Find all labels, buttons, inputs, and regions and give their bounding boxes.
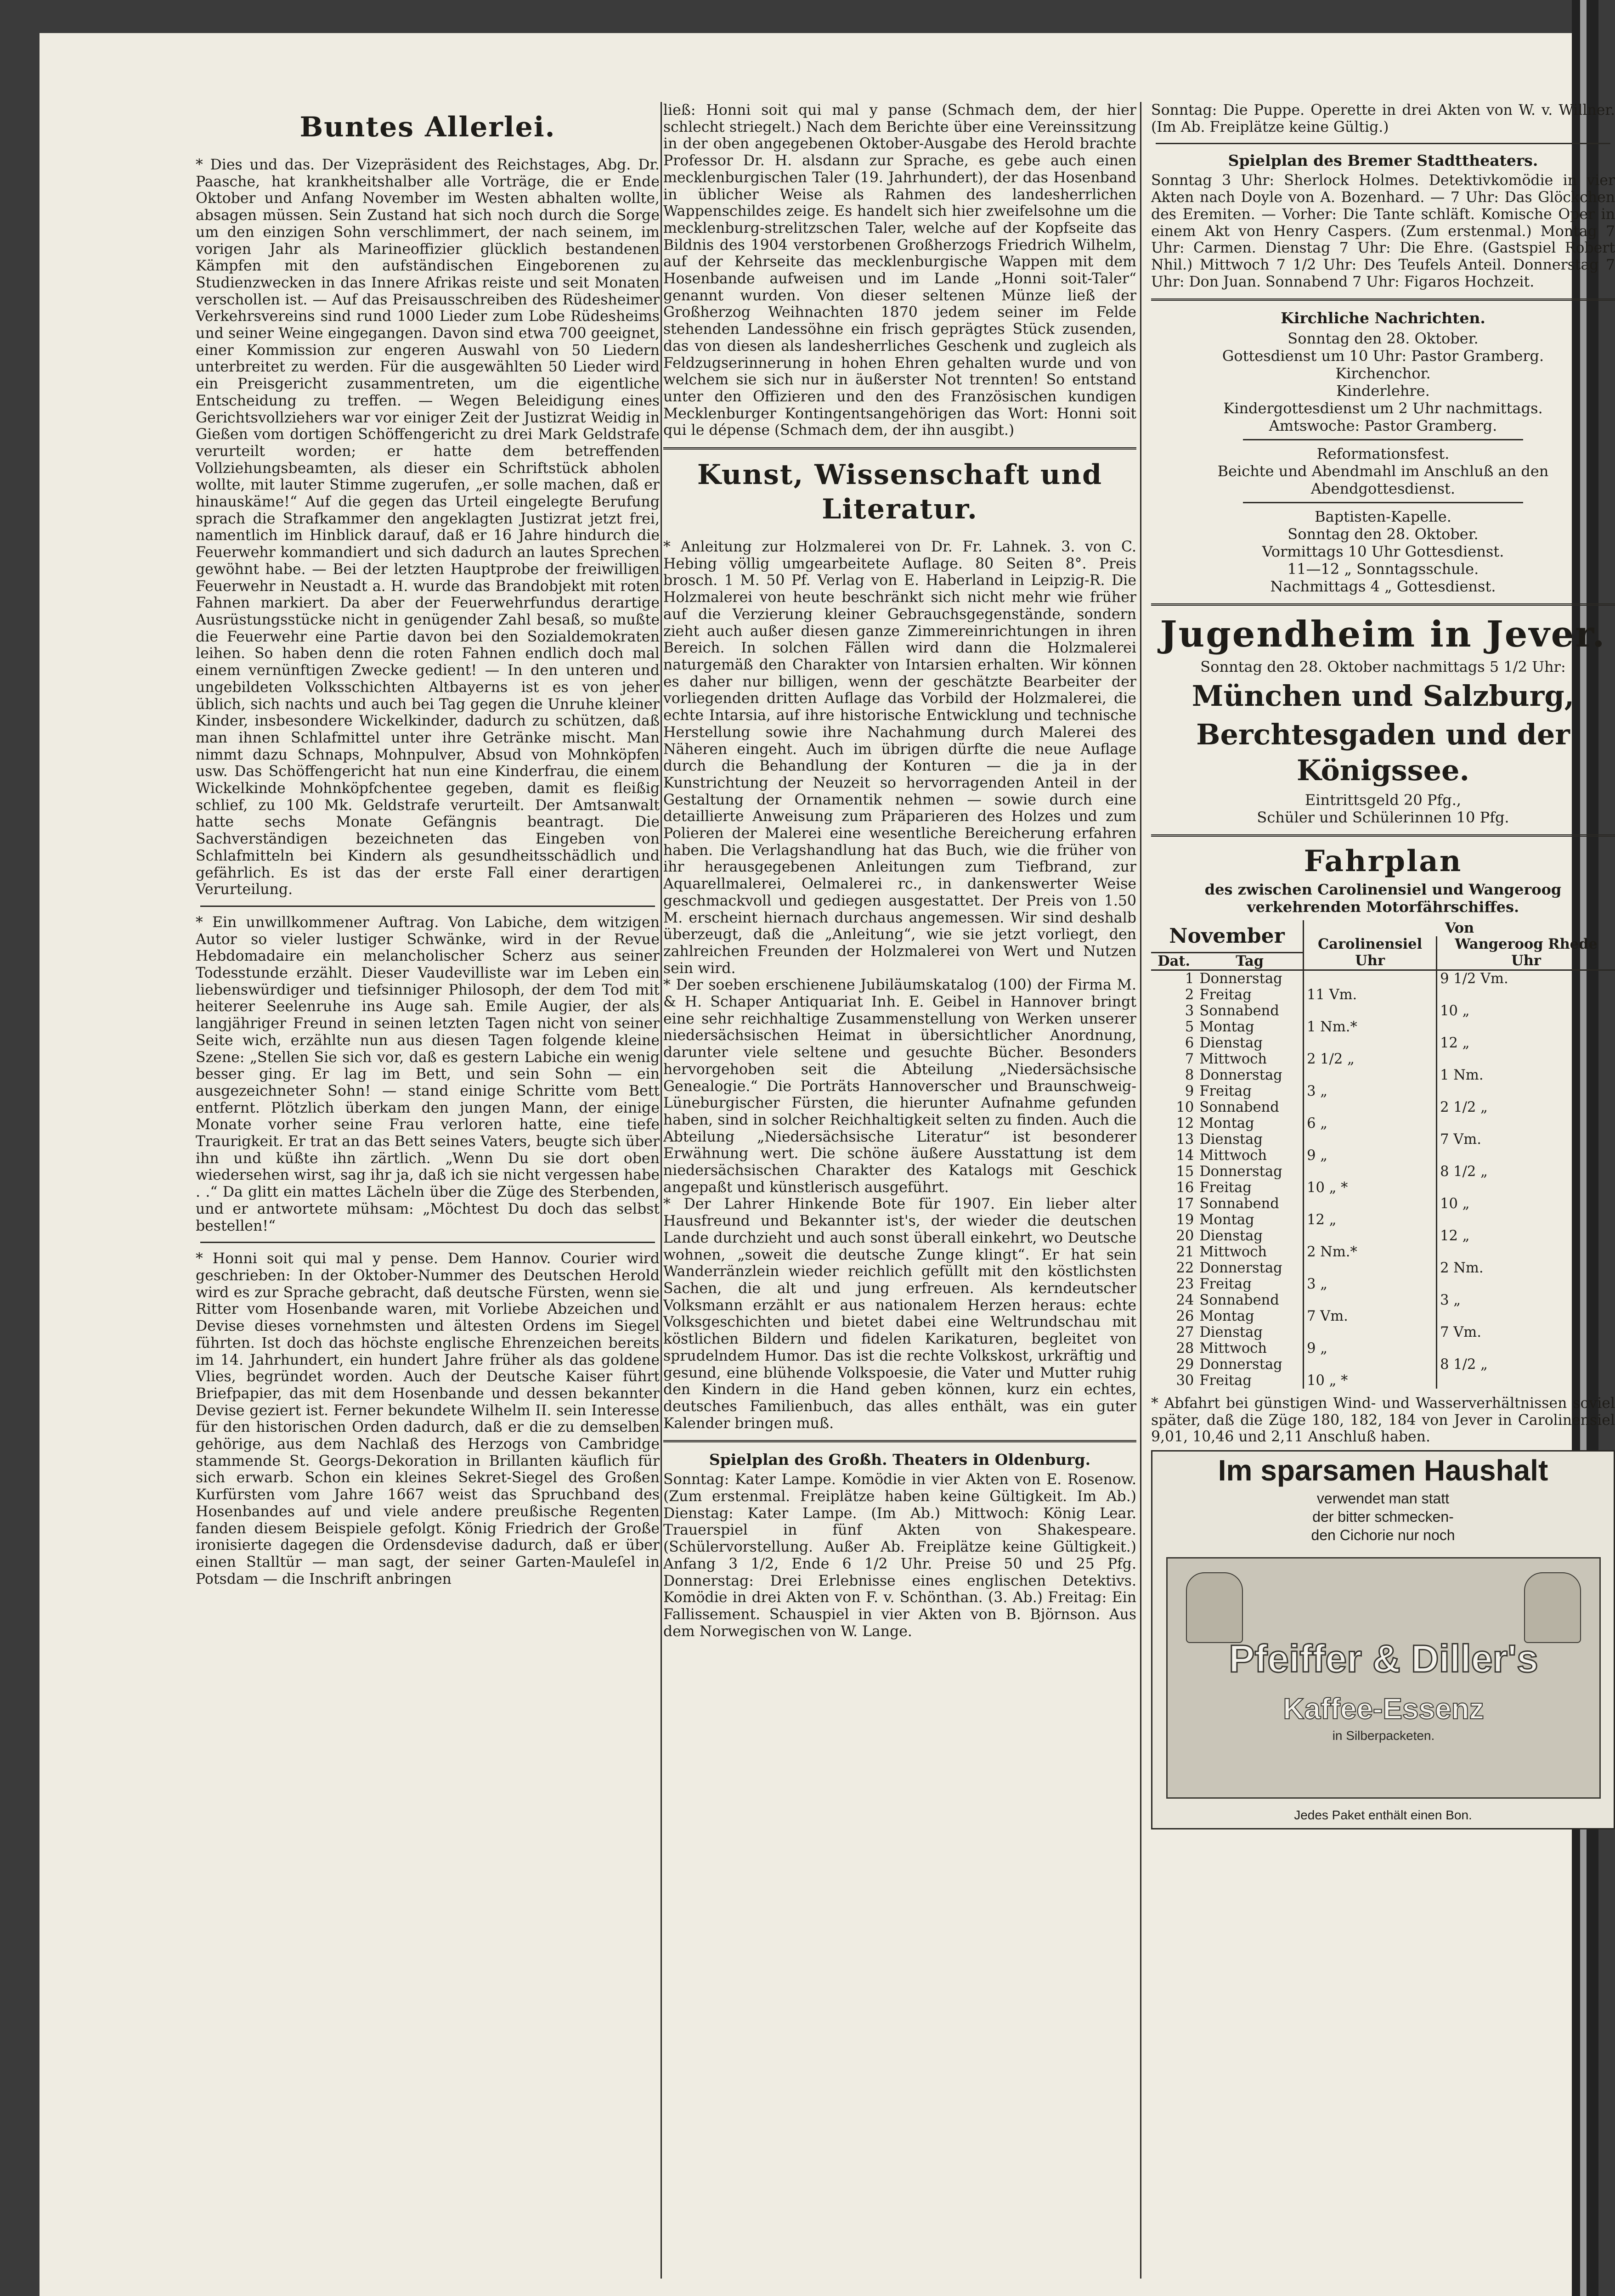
fahrplan-cell-tag: Donnerstag bbox=[1199, 1163, 1282, 1180]
article-hinkende-bote: * Der Lahrer Hinkende Bote für 1907. Ein lieber alter Hausfreund und Bekannter ist's, der wieder die deutschen Lande durchzieht und auch sonst überall einkehrt, wo Deutsche wohnen, „soweit die deutsche Zunge klingt“. Er hat sein Wanderränzlein wieder reichlich gefüllt mit den köstlichsten Sachen, die alt und jung erfreuen. Als kerndeutscher Volksmann erzählt er aus nationalem Herzen heraus: echte Volksgeschichten und bietet dabei eine Weltrundschau mit köstlichen Bildern und fidelen Karikaturen, begleitet von sprudelndem Humor. Das ist die rechte Volkskost, urkräftig und gesund, eine blühende Volkspoesie, die Vater und Mutter ruhig den Kindern in die Hand geben können, kurz ein echtes, deutsches Familienbuch, das alles enthält, was ein guter Kalender bringen muß. bbox=[663, 1196, 1136, 1432]
column-middle bbox=[663, 102, 1136, 2283]
fahrplan-cell-dat: 23 bbox=[1176, 1276, 1194, 1292]
fahrplan-cell-tag: Donnerstag bbox=[1199, 1260, 1282, 1276]
fahrplan-cell-dat: 8 bbox=[1185, 1067, 1194, 1083]
fahrplan-cell-wangeroog bbox=[1437, 1180, 1615, 1196]
fahrplan-cell-dat: 3 bbox=[1185, 1002, 1194, 1019]
newspaper-page bbox=[40, 33, 1615, 2296]
fahrplan-row bbox=[1151, 1276, 1615, 1292]
fahrplan-cell-carolinensiel bbox=[1304, 1324, 1437, 1340]
fahrplan-row bbox=[1151, 1051, 1615, 1067]
fahrplan-row bbox=[1151, 1196, 1615, 1212]
fahrplan-cell-tag: Mittwoch bbox=[1199, 1147, 1267, 1164]
jugendheim-fee-1: Eintrittsgeld 20 Pfg., bbox=[1304, 791, 1462, 809]
fahrplan-row bbox=[1151, 1083, 1615, 1099]
ad-line: der bitter schmecken- bbox=[1312, 1508, 1454, 1525]
separator bbox=[1156, 143, 1610, 144]
fahrplan-note: * Abfahrt bei günstigen Wind- und Wasserverhältnissen soviel später, daß die Züge 180, 182, 184 von Jever in Carolinensiel 9,01, 10,46 und 2,11 Anschluß haben. bbox=[1151, 1395, 1615, 1446]
fahrplan-cell-dat: 28 bbox=[1176, 1340, 1194, 1356]
fahrplan-cell-carolinensiel bbox=[1304, 1228, 1437, 1244]
fahrplan-row bbox=[1151, 1292, 1615, 1308]
fahrplan-row bbox=[1151, 1228, 1615, 1244]
fahrplan-month: November bbox=[1151, 920, 1304, 952]
fahrplan-cell-carolinensiel bbox=[1304, 1356, 1437, 1373]
fahrplan-cell-carolinensiel: 9 „ bbox=[1304, 1148, 1437, 1164]
fahrplan-cell-tag: Donnerstag bbox=[1199, 1356, 1282, 1373]
separator bbox=[1243, 439, 1523, 440]
separator bbox=[1151, 834, 1615, 837]
fahrplan-cell-dat: 27 bbox=[1176, 1324, 1194, 1340]
church-line: Kinderlehre. bbox=[1336, 382, 1430, 400]
fahrplan-header-von: Von bbox=[1304, 920, 1615, 936]
fahrplan-cell-dat: 7 bbox=[1185, 1051, 1194, 1067]
fahrplan-cell-dat: 21 bbox=[1176, 1244, 1194, 1260]
fahrplan-cell-dat: 10 bbox=[1176, 1099, 1194, 1115]
church-line: Kindergottesdienst um 2 Uhr nachmittags. bbox=[1223, 400, 1543, 417]
figure-icon bbox=[1186, 1572, 1243, 1643]
article-jubilaeumskatalog: * Der soeben erschienene Jubiläumskatalog (100) der Firma M. & H. Schaper Antiquariat Inh. E. Geibel in Hannover bringt eine sehr reichhaltige Zusammenstellung von Werken unserer niedersächsischen Heimat in übersichtlicher Anordnung, darunter viele seltene und gesuchte Bücher. Besonders hervorgehoben seit die Abteilung „Niedersächsische Genealogie.“ Die Porträts Hannoverscher und Braunschweig-Lüneburgischer Fürsten, die hierunter Aufnahme gefunden haben, sind in solcher Reichhaltigkeit selten zu finden. Auch die Abteilung „Niedersächsische Literatur“ ist besonderer Erwähnung wert. Die schöne äußere Ausstattung ist dem niedersächsischen Charakter des Katalogs mit Geschick angepaßt und künstlerisch ausgeführt. bbox=[663, 977, 1136, 1196]
heading-theater-oldenburg: Spielplan des Großh. Theaters in Oldenburg. bbox=[709, 1451, 1091, 1469]
fahrplan-row bbox=[1151, 1324, 1615, 1340]
ad-brand: Pfeiffer & Diller's bbox=[1229, 1637, 1538, 1680]
fahrplan-cell-dat: 13 bbox=[1176, 1131, 1194, 1148]
heading-buntes-allerlei: Buntes Allerlei. bbox=[299, 111, 556, 143]
fahrplan-cell-carolinensiel bbox=[1304, 1260, 1437, 1276]
fahrplan-cell-tag: Dienstag bbox=[1199, 1035, 1263, 1051]
fahrplan-cell-carolinensiel: 2 1/2 „ bbox=[1304, 1051, 1437, 1067]
coffee-package-illustration bbox=[1166, 1557, 1601, 1799]
fahrplan-cell-carolinensiel bbox=[1304, 1196, 1437, 1212]
fahrplan-cell-dat: 26 bbox=[1176, 1308, 1194, 1324]
fahrplan-cell-dat: 12 bbox=[1176, 1115, 1194, 1131]
fahrplan-cell-tag: Dienstag bbox=[1199, 1227, 1263, 1244]
separator bbox=[1151, 603, 1615, 606]
fahrplan-cell-wangeroog bbox=[1437, 1276, 1615, 1292]
fahrplan-cell-wangeroog: 12 „ bbox=[1437, 1035, 1615, 1051]
fahrplan-cell-carolinensiel bbox=[1304, 1035, 1437, 1051]
fahrplan-cell-wangeroog: 10 „ bbox=[1437, 1003, 1615, 1019]
fahrplan-cell-wangeroog bbox=[1437, 1373, 1615, 1389]
fahrplan-cell-wangeroog bbox=[1437, 1148, 1615, 1164]
baptist-line: Vormittags 10 Uhr Gottesdienst. bbox=[1262, 543, 1504, 561]
fahrplan-cell-dat: 29 bbox=[1176, 1356, 1194, 1373]
fahrplan-cell-carolinensiel: 11 Vm. bbox=[1304, 987, 1437, 1003]
fahrplan-cell-carolinensiel: 1 Nm.* bbox=[1304, 1019, 1437, 1035]
heading-bremer-stadttheater: Spielplan des Bremer Stadttheaters. bbox=[1228, 152, 1538, 170]
church-line: Gottesdienst um 10 Uhr: Pastor Gramberg. bbox=[1222, 347, 1544, 365]
article-honni-soit: * Honni soit qui mal y pense. Dem Hannov. Courier wird geschrieben: In der Oktober-Nummer des Deutschen Herold wird es zur Sprache gebracht, daß deutsche Fürsten, wenn sie Ritter vom Hosenbande waren, mit Vorliebe Abzeichen und Devise dieses vornehmsten und ältesten Ordens im Siegel führten. Ist doch das höchste englische Ehrenzeichen bereits im 14. Jahrhundert, ein hundert Jahre früher als das goldene Vlies, begründet worden. Auch der Deutsche Kaiser führt Briefpapier, das mit dem Hosenbande und dessen bekannter Devise geziert ist. Ferner bekundete Wilhelm II. sein Interesse für den historischen Orden dadurch, daß er die zu demselben gehörige, aus dem Nachlaß des Herzogs von Cambridge stammende St. Georgs-Dekoration in Brillanten käuflich für sich erwarb. Schon ein kleines Sekret-Siegel des Großen Kurfürsten vom Jahre 1667 weist das Spruchband des Hosenbandes auf und viele andere preußische Regenten fanden diesem Beispiele gefolgt. König Friedrich der Große ironisierte dagegen die Ordensdevise dadurch, daß er über einen Stalltür — man sagt, der seiner Garten-Mauleſel in Potsdam — die Inschrift anbringen bbox=[196, 1250, 660, 1587]
column-right bbox=[1151, 102, 1615, 2283]
fahrplan-cell-dat: 14 bbox=[1176, 1147, 1194, 1164]
separator bbox=[663, 1440, 1136, 1442]
fahrplan-cell-wangeroog bbox=[1437, 1019, 1615, 1035]
fahrplan-cell-carolinensiel bbox=[1304, 1292, 1437, 1308]
fahrplan-cell-dat: 30 bbox=[1176, 1372, 1194, 1389]
fahrplan-cell-wangeroog bbox=[1437, 1083, 1615, 1099]
fahrplan-cell-carolinensiel bbox=[1304, 1067, 1437, 1083]
fahrplan-cell-dat: 20 bbox=[1176, 1227, 1194, 1244]
fahrplan-cell-carolinensiel: 3 „ bbox=[1304, 1276, 1437, 1292]
fahrplan-cell-carolinensiel: 12 „ bbox=[1304, 1212, 1437, 1228]
fahrplan-row bbox=[1151, 1148, 1615, 1164]
fahrplan-cell-dat: 17 bbox=[1176, 1195, 1194, 1212]
fahrplan-cell-wangeroog bbox=[1437, 1115, 1615, 1131]
theater-oldenburg-schedule: Sonntag: Kater Lampe. Komödie in vier Akten von E. Rosenow. (Zum erstenmal. Freiplätze haben keine Gültigkeit. Im Ab.) Dienstag: Kater Lampe. (Im Ab.) Mittwoch: König Lear. Trauerspiel in fünf Akten von Shakespeare. (Schülervorstellung. Außer Ab. Freiplätze keine Gültigkeit.) Anfang 3 1/2, Ende 6 1/2 Uhr. Preise 50 und 25 Pfg. Donnerstag: Drei Erlebnisse eines englischen Detektivs. Komödie in drei Akten von F. v. Schönthan. (3. Ab.) Freitag: Ein Fallissement. Schauspiel in vier Akten von B. Björnson. Aus dem Norwegischen von W. Lange. bbox=[663, 1471, 1136, 1640]
fahrplan-cell-tag: Freitag bbox=[1199, 1372, 1252, 1389]
fahrplan-subtitle-2: verkehrenden Motorfährschiffes. bbox=[1247, 898, 1519, 916]
fahrplan-row bbox=[1151, 1356, 1615, 1373]
fahrplan-cell-dat: 16 bbox=[1176, 1179, 1194, 1196]
separator bbox=[663, 447, 1136, 450]
fahrplan-row bbox=[1151, 1019, 1615, 1035]
fahrplan-cell-dat: 1 bbox=[1185, 970, 1194, 987]
article-unwillkommener-auftrag: * Ein unwillkommener Auftrag. Von Labiche, dem witzigen Autor so vieler lustiger Schwänke, wird in der Revue Hebdomadaire ein melancholischer Scherz aus seiner Todesstunde erzählt. Dieser Vaudevilliste war im Leben ein liebenswürdiger und tiefsinniger Philosoph, der dem Tod mit heiterer Seelenruhe ins Auge sah. Emile Augier, der als langjähriger Freund in seinen letzten Tagen nicht von seiner Seite wich, erzählte nun aus diesen Tagen folgende kleine Szene: „Stellen Sie sich vor, daß es gestern Labiche ein wenig besser ging. Er lag im Bett, und sein Sohn — ein ausgezeichneter Sohn! — stand einige Schritte vom Bett entfernt. Plötzlich überkam den jungen Mann, der einige Monate vorher seine Frau verloren hatte, eine tiefe Traurigkeit. Er trat an das Bett seines Vaters, beugte sich über ihn und küßte ihn zärtlich. „Wenn Du sie dort oben wiedersehen wirst, sag ihr ja, daß ich sie nicht vergessen habe . .“ Da glitt ein mattes Lächeln über die Züge des Sterbenden, und er antwortete mühsam: „Möchtest Du doch das selbst bestellen!“ bbox=[196, 914, 660, 1234]
fahrplan-row bbox=[1151, 1244, 1615, 1260]
fahrplan-cell-tag: Mittwoch bbox=[1199, 1340, 1267, 1356]
fahrplan-cell-tag: Montag bbox=[1199, 1211, 1254, 1228]
church-line: Kirchenchor. bbox=[1335, 365, 1431, 383]
fahrplan-cell-wangeroog bbox=[1437, 1244, 1615, 1260]
fahrplan-row bbox=[1151, 1260, 1615, 1276]
fahrplan-row bbox=[1151, 1164, 1615, 1180]
fahrplan-cell-tag: Freitag bbox=[1199, 1276, 1252, 1292]
fahrplan-cell-dat: 6 bbox=[1185, 1035, 1194, 1051]
ad-product: Kaffee-Essenz bbox=[1283, 1692, 1484, 1725]
fahrplan-cell-carolinensiel: 6 „ bbox=[1304, 1115, 1437, 1131]
fahrplan-header-carolinensiel: Carolinensiel bbox=[1304, 936, 1437, 952]
fahrplan-cell-tag: Freitag bbox=[1199, 986, 1252, 1003]
fahrplan-cell-wangeroog: 9 1/2 Vm. bbox=[1437, 970, 1615, 987]
fahrplan-row bbox=[1151, 1308, 1615, 1324]
fahrplan-cell-tag: Freitag bbox=[1199, 1179, 1252, 1196]
fahrplan-cell-wangeroog: 8 1/2 „ bbox=[1437, 1356, 1615, 1373]
fahrplan-cell-carolinensiel: 7 Vm. bbox=[1304, 1308, 1437, 1324]
fahrplan-header-wangeroog: Wangeroog Rhede bbox=[1437, 936, 1615, 952]
fahrplan-row bbox=[1151, 1003, 1615, 1019]
fahrplan-cell-carolinensiel: 10 „ * bbox=[1304, 1373, 1437, 1389]
heading-kirchliche-nachrichten: Kirchliche Nachrichten. bbox=[1281, 309, 1485, 327]
fahrplan-cell-wangeroog bbox=[1437, 1212, 1615, 1228]
fahrplan-cell-tag: Sonnabend bbox=[1199, 1099, 1279, 1115]
fahrplan-cell-wangeroog: 2 1/2 „ bbox=[1437, 1099, 1615, 1115]
fahrplan-row bbox=[1151, 1131, 1615, 1148]
fahrplan-cell-wangeroog: 7 Vm. bbox=[1437, 1324, 1615, 1340]
fahrplan-cell-carolinensiel bbox=[1304, 1164, 1437, 1180]
separator bbox=[1243, 502, 1523, 503]
church-line: Amtswoche: Pastor Gramberg. bbox=[1269, 417, 1497, 435]
fahrplan-cell-dat: 15 bbox=[1176, 1163, 1194, 1180]
separator bbox=[200, 1242, 655, 1243]
fahrplan-row bbox=[1151, 1067, 1615, 1083]
fahrplan-cell-wangeroog bbox=[1437, 1051, 1615, 1067]
fahrplan-cell-dat: 9 bbox=[1185, 1083, 1194, 1099]
fahrplan-cell-tag: Mittwoch bbox=[1199, 1244, 1267, 1260]
fahrplan-header-dat: Dat. bbox=[1151, 952, 1197, 970]
fahrplan-cell-carolinensiel bbox=[1304, 1131, 1437, 1148]
ad-line: den Cichorie nur noch bbox=[1311, 1526, 1455, 1543]
fahrplan-cell-tag: Sonnabend bbox=[1199, 1002, 1279, 1019]
fahrplan-cell-carolinensiel: 9 „ bbox=[1304, 1340, 1437, 1356]
ad-packaging: in Silberpacketen. bbox=[1332, 1728, 1435, 1743]
fahrplan-cell-carolinensiel bbox=[1304, 1099, 1437, 1115]
fahrplan-cell-carolinensiel: 10 „ * bbox=[1304, 1180, 1437, 1196]
ad-footer: Jedes Paket enthält einen Bon. bbox=[1294, 1807, 1472, 1822]
reform-line: Reformationsfest. bbox=[1316, 445, 1450, 463]
fahrplan-row bbox=[1151, 1373, 1615, 1389]
fahrplan-cell-wangeroog bbox=[1437, 987, 1615, 1003]
fahrplan-header-uhr: Uhr bbox=[1437, 952, 1615, 970]
fahrplan-row bbox=[1151, 1180, 1615, 1196]
baptist-line: Baptisten-Kapelle. bbox=[1315, 508, 1451, 526]
article-dies-und-das: * Dies und das. Der Vizepräsident des Reichstages, Abg. Dr. Paasche, hat krankheitshalber alle Vorträge, die er Ende Oktober und Anfang November im Westen abhalten wollte, absagen müssen. Sein Zustand hat sich noch durch die Sorge um den einzigen Sohn verschlimmert, der nach seinem, im vorigen Jahr als Marineoffizier glücklich bestandenen Kämpfen mit den aufständischen Eingeborenen zu Studienzwecken in das Innere Afrikas reiste und seit Monaten verschollen ist. — Auf das Preisausschreiben des Rüdesheimer Verkehrsvereins sind rund 1000 Lieder zum Lobe Rüdesheims und seiner Weine eingegangen. Davon sind etwa 700 geeignet, einer Kommission zur engeren Auswahl von 50 Liedern unterbreitet zu werden. Für die ausgewählten 50 Lieder wird ein Preisgericht zusammentreten, um die eigentliche Entscheidung zu treffen. — Wegen Beleidigung eines Gerichtsvollziehers war vor einiger Zeit der Justizrat Weidig in Gießen vom dortigen Schöffengericht zu drei Mark Geldstrafe verurteilt worden; er hatte dem betreffenden Vollziehungsbeamten, als dieser ein Schriftstück abholen wollte, mit lauter Stimme zugerufen, „er solle machen, daß er hinauskäme!“ Auf die gegen das Urteil eingelegte Berufung sprach die Strafkammer den angeklagten Justizrat jetzt frei, namentlich im Hinblick darauf, daß er 16 Jahre hindurch die Feuerwehr kommandiert und sich dadurch an lautes Sprechen gewöhnt habe. — Bei der letzten Hauptprobe der freiwilligen Feuerwehr in Neustadt a. H. wurde das Brandobjekt mit roten Fahnen markiert. Da aber der Feuerwehrfundus derartige Ausrüstungsstücke nicht in genügender Zahl besaß, so mußte die Feuerwehr eine Partie davon bei den Sozialdemokraten leihen. So haben denn die roten Fahnen endlich doch mal einem vernünftigen Zwecke gedient! — In den unteren und ungebildeten Volksschichten Altbayerns ist es von jeher üblich, sich nachts und auch bei Tag gegen die Unruhe kleiner Kinder, insbesondere Wickelkinder, dadurch zu schützen, daß man ihnen Schlafmittel unter ihre Getränke mischt. Man nimmt dazu Schnaps, Mohnpulver, Absud von Mohnköpfen usw. Das Schöffengericht hat nun eine Kinderfrau, die einem Wickelkinde Mohnköpfchentee gegeben, damit es fleißig schlief, zu 100 Mk. Geldstrafe verurteilt. Der Amtsanwalt hatte sechs Monate Gefängnis beantragt. Die Sachverständigen bezeichneten das Eingeben von Schlafmitteln bei Kindern als gesundheitsschädlich und gefährlich. Es ist das der erste Fall einer derartigen Verurteilung. bbox=[196, 157, 660, 898]
jugendheim-fee-2: Schüler und Schülerinnen 10 Pfg. bbox=[1257, 809, 1509, 827]
church-line: Sonntag den 28. Oktober. bbox=[1287, 330, 1479, 348]
advertisement-kaffee-essenz bbox=[1151, 1450, 1615, 1829]
fahrplan-cell-dat: 5 bbox=[1185, 1019, 1194, 1035]
bremer-stadttheater-schedule: Sonntag 3 Uhr: Sherlock Holmes. Detektivkomödie in vier Akten nach Doyle von A. Bozenhard. — 7 Uhr: Das Glöckchen des Eremiten. — Vorher: Die Tante schläft. Komische Oper in einem Akt von Henry Caspers. (Zum erstenmal.) Montag 7 Uhr: Carmen. Dienstag 7 Uhr: Die Ehre. (Gastspiel Robert Nhil.) Mittwoch 7 1/2 Uhr: Des Teufels Anteil. Donnerstag 7 Uhr: Don Juan. Sonnabend 7 Uhr: Figaros Hochzeit. bbox=[1151, 172, 1615, 290]
fahrplan-cell-carolinensiel bbox=[1304, 1003, 1437, 1019]
column-rule bbox=[661, 102, 662, 2279]
fahrplan-row bbox=[1151, 987, 1615, 1003]
article-holzmalerei: * Anleitung zur Holzmalerei von Dr. Fr. Lahnek. 3. von C. Hebing völlig umgearbeitete Auflage. 80 Seiten 8°. Preis brosch. 1 M. 50 Pf. Verlag von E. Haberland in Leipzig-R. Die Holzmalerei von heute beschränkt sich nicht mehr wie früher auf die Verzierung kleiner Gebrauchsgegenstände, sondern zieht auch außer diesen ganze Zimmereinrichtungen in ihren Bereich. In solchen Fällen wird dann die Holzmalerei naturgemäß den Charakter von Intarsien erhalten. Wir können es daher nur billigen, wenn der geschätzte Bearbeiter der vorliegenden dritten Auflage das Vorbild der Holzmalerei, die echte Intarsia, auf ihre historische Entwicklung und technische Herstellung sowie ihre Nachahmung durch Malerei des Näheren eingeht. Auch im übrigen dürfte die neue Auflage durch die Behandlung der Konturen — die ja in der Kunstrichtung der Neuzeit so hervorragenden Anteil in der Gestaltung der Ornamentik nehmen — sowie durch eine detaillierte Anweisung zum Präparieren des Holzes und zum Polieren der Malerei eine wesentliche Bereicherung erfahren haben. Die Verlagshandlung hat das Buch, wie die früher von ihr herausgegebenen Anleitungen zum Tiefbrand, zur Aquarellmalerei, Oelmalerei rc., in dankenswerter Weise geschmackvoll und gediegen ausgestattet. Der Preis von 1.50 M. erscheint hiernach durchaus angemessen. Wir sind deshalb überzeugt, daß die „Anleitung“, wie sie jetzt vorliegt, den zahlreichen Freunden der Holzmalerei von Wert und Nutzen sein wird. bbox=[663, 539, 1136, 977]
fahrplan-cell-tag: Montag bbox=[1199, 1308, 1254, 1324]
baptist-line: 11—12 „ Sonntagsschule. bbox=[1287, 560, 1479, 578]
fahrplan-header-uhr: Uhr bbox=[1304, 952, 1437, 970]
fahrplan-cell-dat: 24 bbox=[1176, 1292, 1194, 1308]
column-rule bbox=[1140, 102, 1141, 2279]
ad-title: Im sparsamen Haushalt bbox=[1218, 1453, 1548, 1487]
fahrplan-title: Fahrplan bbox=[1304, 844, 1463, 879]
fahrplan-cell-wangeroog: 8 1/2 „ bbox=[1437, 1164, 1615, 1180]
fahrplan-cell-carolinensiel: 2 Nm.* bbox=[1304, 1244, 1437, 1260]
fahrplan-cell-tag: Freitag bbox=[1199, 1083, 1252, 1099]
column-left bbox=[196, 102, 660, 2283]
ad-line: verwendet man statt bbox=[1316, 1490, 1450, 1507]
fahrplan-cell-wangeroog: 7 Vm. bbox=[1437, 1131, 1615, 1148]
fahrplan-rows bbox=[1151, 970, 1615, 1389]
fahrplan-cell-wangeroog: 2 Nm. bbox=[1437, 1260, 1615, 1276]
fahrplan-cell-tag: Mittwoch bbox=[1199, 1051, 1267, 1067]
reform-line: Beichte und Abendmahl im Anschluß an den Abendgottesdienst. bbox=[1217, 462, 1549, 498]
article-honni-soit-continued: ließ: Honni soit qui mal y panse (Schmach dem, der hier schlecht striegelt.) Nach dem Berichte über eine Vereinssitzung in der oben angegebenen Oktober-Ausgabe des Herold brachte Professor Dr. H. alsdann zur Sprache, es gebe auch einen mecklenburgischen Taler (19. Jahrhundert), der das Hosenband in üblicher Weise als Rahmen des landesherrlichen Wappenschildes zeige. Es handelt sich hier zweifelsohne um die mecklenburg-strelitzschen Taler, welche auf der Kopfseite das Bildnis des 1904 verstorbenen Großherzogs Friedrich Wilhelm, auf der Kehrseite das mecklenburgische Wappen mit dem Hosenbande aufweisen und im Lande „Honni soit-Taler“ genannt wurden. Von dieser seltenen Münze ließ der Großherzog Weihnachten 1870 jedem seiner im Felde stehenden Landessöhne ein frisch geprägtes Stück zusenden, das von diesen als landesherrliches Geschenk und zugleich als Feldzugserinnerung in hohen Ehren gehalten wurde und von welchem sie sich nur in äußerster Not trennten! So entstand unter den Offizieren und den des Französischen kundigen Mecklenburger Kontingentsangehörigen das Wort: Honni soit qui le dépense (Schmach dem, der ihn ausgibt.) bbox=[663, 102, 1136, 439]
jugendheim-title: Jugendheim in Jever. bbox=[1160, 613, 1606, 656]
figure-icon bbox=[1524, 1572, 1581, 1643]
heading-kunst-wissenschaft: Kunst, Wissenschaft und Literatur. bbox=[697, 459, 1103, 526]
fahrplan-cell-tag: Dienstag bbox=[1199, 1131, 1263, 1148]
fahrplan-cell-carolinensiel: 3 „ bbox=[1304, 1083, 1437, 1099]
fahrplan-subtitle-1: des zwischen Carolinensiel und Wangeroog bbox=[1204, 881, 1562, 899]
theater-sunday-puppe: Sonntag: Die Puppe. Operette in drei Akten von W. v. Willner. (Im Ab. Freiplätze keine Gültig.) bbox=[1151, 102, 1615, 135]
fahrplan-cell-wangeroog: 10 „ bbox=[1437, 1196, 1615, 1212]
baptist-line: Nachmittags 4 „ Gottesdienst. bbox=[1270, 578, 1496, 596]
fahrplan-cell-wangeroog bbox=[1437, 1340, 1615, 1356]
fahrplan-row bbox=[1151, 1035, 1615, 1051]
fahrplan-table bbox=[1151, 920, 1615, 1389]
fahrplan-cell-carolinensiel bbox=[1304, 970, 1437, 987]
fahrplan-cell-wangeroog: 3 „ bbox=[1437, 1292, 1615, 1308]
fahrplan-header-tag: Tag bbox=[1197, 952, 1303, 970]
fahrplan-row bbox=[1151, 1340, 1615, 1356]
jugendheim-topic-1: München und Salzburg, bbox=[1191, 679, 1575, 713]
fahrplan-cell-tag: Montag bbox=[1199, 1115, 1254, 1131]
fahrplan-cell-wangeroog: 1 Nm. bbox=[1437, 1067, 1615, 1083]
fahrplan-cell-tag: Montag bbox=[1199, 1019, 1254, 1035]
fahrplan-row bbox=[1151, 1099, 1615, 1115]
jugendheim-date: Sonntag den 28. Oktober nachmittags 5 1/2 Uhr: bbox=[1200, 658, 1566, 676]
fahrplan-cell-tag: Sonnabend bbox=[1199, 1292, 1279, 1308]
fahrplan-row bbox=[1151, 970, 1615, 987]
fahrplan-cell-tag: Donnerstag bbox=[1199, 970, 1282, 987]
separator bbox=[1151, 298, 1615, 301]
fahrplan-cell-wangeroog: 12 „ bbox=[1437, 1228, 1615, 1244]
fahrplan-cell-dat: 22 bbox=[1176, 1260, 1194, 1276]
fahrplan-cell-wangeroog bbox=[1437, 1308, 1615, 1324]
fahrplan-row bbox=[1151, 1115, 1615, 1131]
fahrplan-cell-tag: Donnerstag bbox=[1199, 1067, 1282, 1083]
fahrplan-cell-dat: 19 bbox=[1176, 1211, 1194, 1228]
fahrplan-row bbox=[1151, 1212, 1615, 1228]
fahrplan-cell-tag: Sonnabend bbox=[1199, 1195, 1279, 1212]
baptist-line: Sonntag den 28. Oktober. bbox=[1287, 525, 1479, 543]
fahrplan-cell-tag: Dienstag bbox=[1199, 1324, 1263, 1340]
jugendheim-topic-2: Berchtesgaden und der Königssee. bbox=[1196, 718, 1570, 788]
separator bbox=[200, 906, 655, 907]
fahrplan-cell-dat: 2 bbox=[1185, 986, 1194, 1003]
